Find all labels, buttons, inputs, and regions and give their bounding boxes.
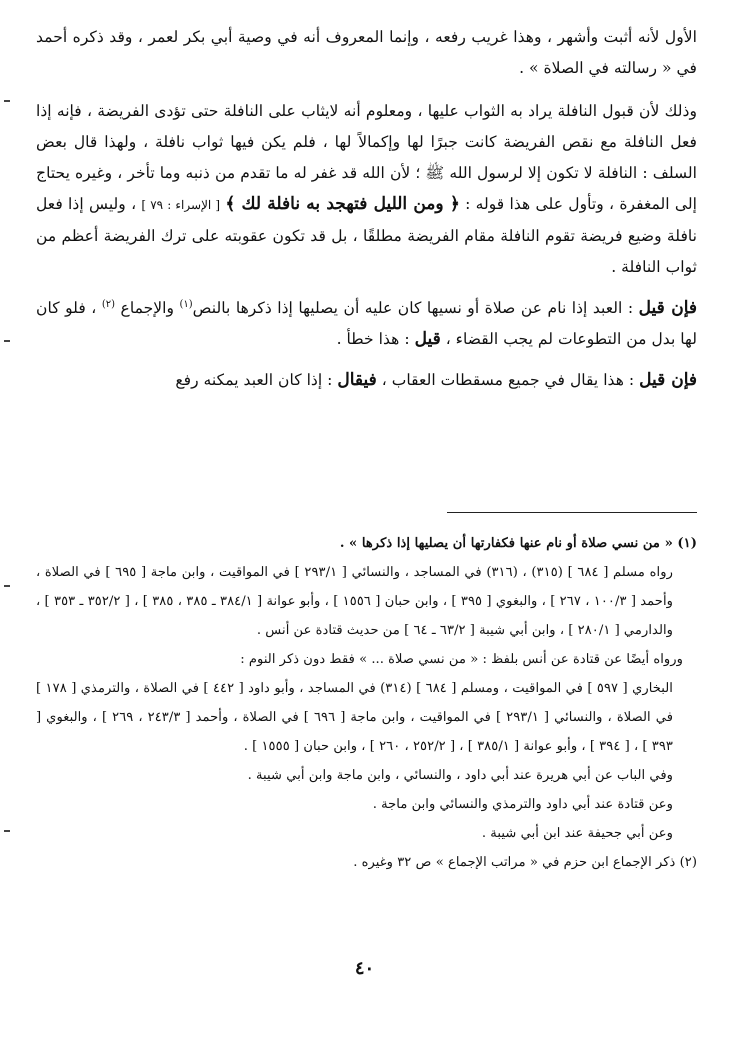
footnote-1-title: (١) « من نسي صلاة أو نام عنها فكفارتها أن يصليها إذا ذكرها » .: [339, 536, 697, 551]
paragraph-4: [36, 365, 697, 396]
page: [36, 22, 697, 870]
footnotes: [36, 529, 697, 877]
paragraph-2-text-a: وذلك لأن قبول النافلة يراد به الثواب عليها ، ومعلوم أنه لايثاب على النافلة حتى تؤدى الفريضة ، فإنه إذا فعل النافلة مع نقص الفريضة كانت جبرًا لها وإكمالاً لها ، فلم يكن فيها ثواب نافلة ، ولهذا قال بعض السلف : النافلة لا تكون إلا لرسول الله ﷺ ؛ لأن الله قد غفر له ما تقدم من ذنبه وما تأخر ، وغيره يحتاج إلى المغفرة ، وتأول على هذا قوله :: [36, 102, 697, 213]
paragraph-2-text-b: ، وليس إذا فعل نافلة وضيع فريضة تقوم النافلة مقام الفريضة مطلقًا ، بل قد تكون عقوبته على ترك الفريضة أعظم من ثواب النافلة .: [36, 195, 697, 276]
footnote-ref-1: (١): [179, 298, 193, 310]
paragraph-3-text-d: : هذا خطأ .: [336, 330, 410, 348]
page-number: ٤٠: [354, 958, 375, 979]
margin-mark: [4, 100, 10, 102]
paragraph-3: [36, 293, 697, 355]
paragraph-4-text-a: : هذا يقال في جميع مسقطات العقاب ،: [381, 371, 635, 389]
footnote-2: (٢) ذكر الإجماع ابن حزم في « مراتب الإجماع » ص ٣٢ وغيره .: [353, 855, 697, 870]
footnote-1-line-5: وعن قتادة عند أبي داود والترمذي والنسائي وابن ماجة .: [372, 797, 673, 812]
paragraph-1: الأول لأنه أثبت وأشهر ، وهذا غريب رفعه ، وإنما المعروف أنه في وصية أبي بكر لعمر ، وقد ذكره أحمد في « رسالته في الصلاة » .: [36, 28, 697, 77]
margin-mark: [4, 340, 10, 342]
footnote-1-line-1: رواه مسلم [ ٦٨٤ ] (٣١٥) ، (٣١٦) في المساجد ، والنسائي [ ٢٩٣/١ ] في المواقيت ، وابن ماجة [ ٦٩٥ ] في الصلاة ، وأحمد [ ١٠٠/٣ ، ٢٦٧ ] ، والبغوي [ ٣٩٥ ] ، وابن حبان [ ١٥٥٦ ] ، وأبو عوانة [ ٣٨٤/١ ـ ٣٨٥ ، ٣٨٥ ] ، [ ٣٥٢/٢ ـ ٣٥٣ ] ، والدارمي [ ٢٨٠/١ ] ، وابن أبي شيبة [ ٦٣/٢ ـ ٦٤ ] من حديث قتادة عن أنس .: [36, 565, 673, 638]
objection-lead: فإن قيل: [638, 298, 697, 318]
footnote-separator: [447, 512, 697, 513]
reply-lead: قيل: [414, 329, 441, 349]
objection-lead-2: فإن قيل: [639, 370, 697, 390]
paragraph-3-text-b: والإجماع: [120, 299, 174, 317]
reply-lead-2: فيقال: [337, 370, 377, 390]
footnote-1-line-4: وفي الباب عن أبي هريرة عند أبي داود ، والنسائي ، وابن ماجة وابن أبي شيبة .: [247, 768, 673, 783]
margin-mark: [4, 830, 10, 832]
paragraph-3-text-a: : العبد إذا نام عن صلاة أو نسيها كان عليه أن يصليها إذا ذكرها بالنص: [192, 299, 634, 317]
footnote-1-line-2: ورواه أيضًا عن قتادة عن أنس بلفظ : « من نسي صلاة ... » فقط دون ذكر النوم :: [240, 652, 683, 667]
footnote-1-line-3: البخاري [ ٥٩٧ ] في المواقيت ، ومسلم [ ٦٨٤ ] (٣١٤) في المساجد ، وأبو داود [ ٤٤٢ ] في الصلاة ، والترمذي [ ١٧٨ ] في الصلاة ، والنسائي [ ٢٩٣/١ ] في المواقيت ، وابن ماجة [ ٦٩٦ ] في الصلاة ، وأحمد [ ٢٤٣/٣ ، ٢٦٩ ] ، والبغوي [ ٣٩٣ ] ، [ ٣٩٤ ] ، وأبو عوانة [ ٣٨٥/١ ] ، [ ٢٥٢/٢ ، ٢٦٠ ] ، وابن حبان [ ١٥٥٥ ] .: [36, 681, 674, 754]
paragraph-2: [36, 96, 697, 283]
quran-verse: ﴿ ومن الليل فتهجد به نافلة لك ﴾: [225, 194, 460, 214]
footnote-ref-2: (٢): [101, 298, 116, 310]
paragraph-4-text-b: : إذا كان العبد يمكنه رفع: [175, 371, 333, 389]
verse-reference: [ الإسراء : ٧٩ ]: [141, 198, 221, 212]
margin-mark: [4, 585, 10, 587]
paragraph-3-text-c: ، فلو كان لها بدل من التطوعات لم يجب القضاء ،: [36, 299, 697, 348]
footnote-1-line-6: وعن أبي جحيفة عند ابن أبي شيبة .: [481, 826, 673, 841]
main-text: [36, 22, 697, 396]
